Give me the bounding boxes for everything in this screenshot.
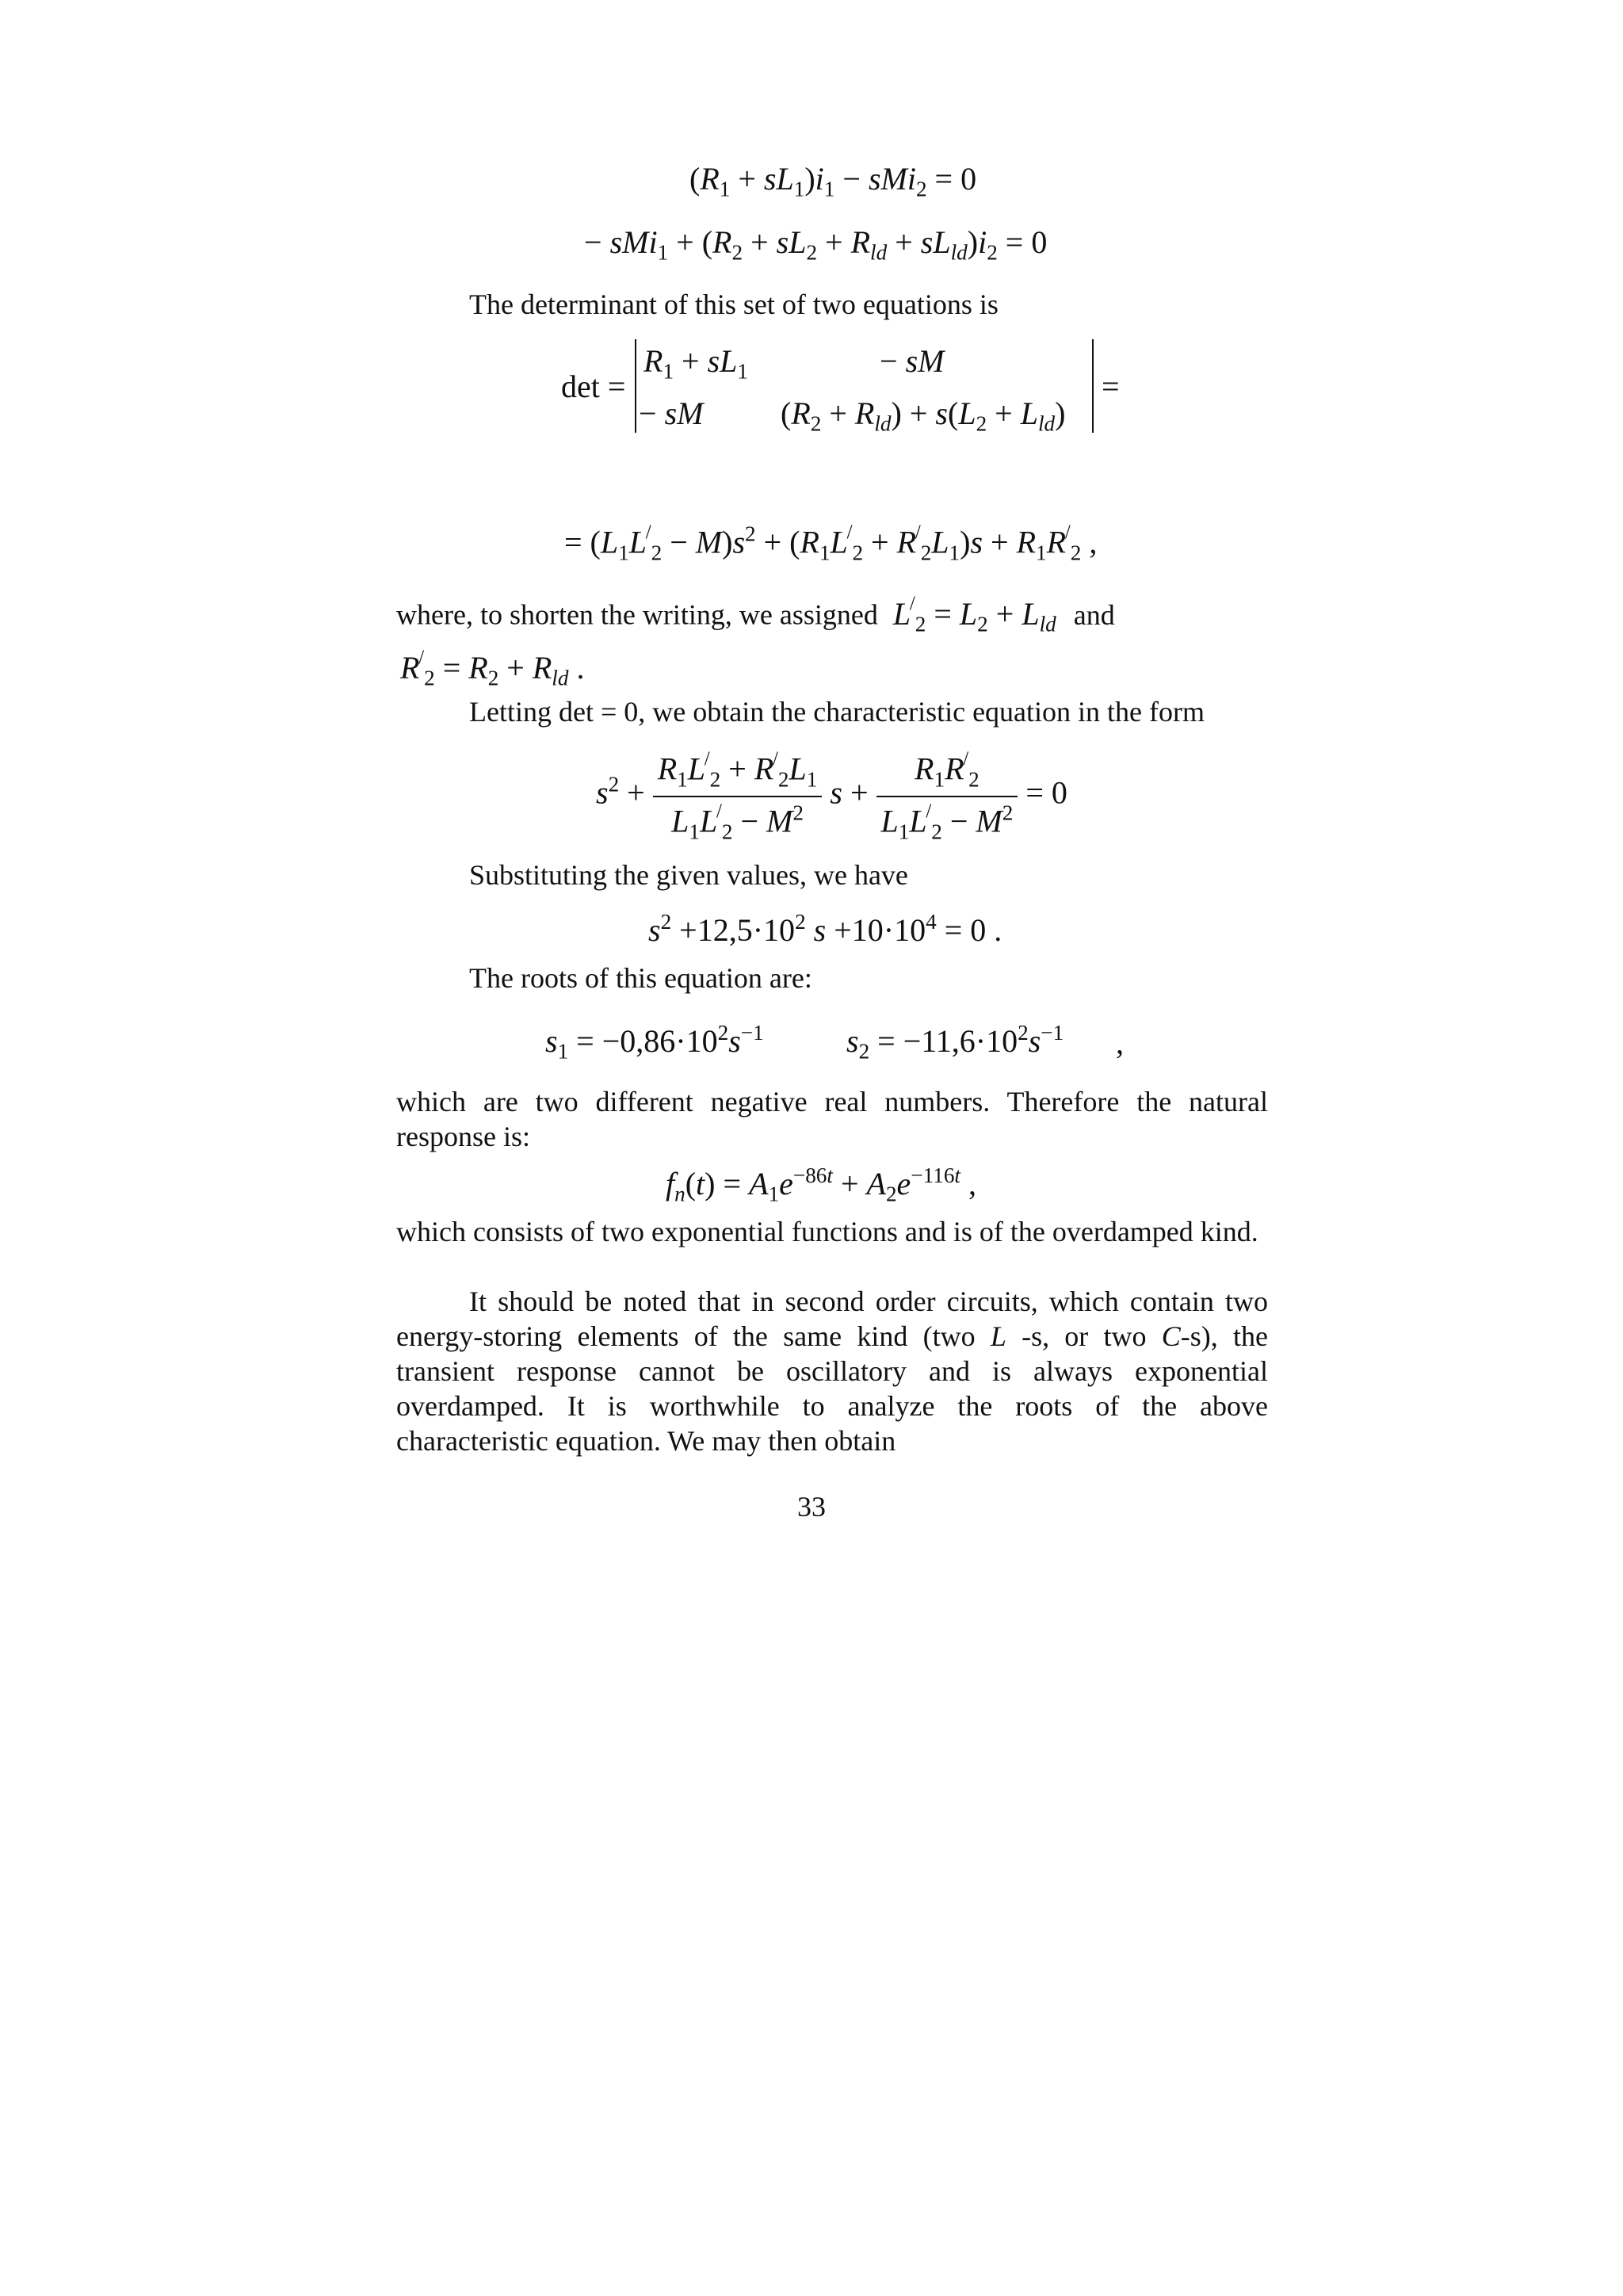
equation-natural-response: $f_n(t) = A_1e^{-86t} + A_2e^{-116t}$ , — [666, 1163, 976, 1206]
noted-part-1: It should be noted that in second order circuits, which contain two energy-storing elements of the same kind (two — [396, 1286, 1268, 1352]
char-coef-frac-1: $\frac{R_1L^/_2 + R^/_2L_1}{L_1L^/_2 - M^2}$ — [653, 750, 823, 842]
det-m22: $(R_2 + R_{ld}) + s(L_2 + L_{ld})$ — [781, 395, 1066, 436]
det-label: det = — [561, 369, 626, 404]
equation-characteristic: $s^2$ + $\frac{R_1L^/_2 + R^/_2L_1}{L_1L^/_2 - M^2}$ s + $\frac{R_1R^/_2}{L_1L^/_2 - M^2}$ = 0 — [596, 748, 1067, 843]
equation-root-s2: $s_2 = -11,6\cdot 10^2s^{-1}$ — [846, 1021, 1064, 1064]
roots-comma: , — [1116, 1025, 1124, 1060]
det-right-bar — [1092, 339, 1094, 433]
page-number: 33 — [797, 1491, 826, 1522]
paragraph-letting: Letting det = 0, we obtain the characteristic equation in the form — [469, 696, 1205, 728]
paragraph-determinant: The determinant of this set of two equations is — [469, 288, 999, 320]
noted-part-2: -s, or two — [1006, 1320, 1162, 1352]
equation-numeric: $s^2 +12,5\cdot 10^2$ $s +10\cdot 10^4 = 0$ . — [648, 910, 1002, 948]
equation-det-expanded: = $(L_1L^/_2 - M)s^2 + (R_1L^/_2 + R^/_2L_1)s + R_1R^/_2$ , — [564, 521, 1098, 565]
where-text: where, to shorten the writing, we assigned — [396, 598, 878, 631]
det-m12: − sM — [880, 343, 945, 379]
det-equals: = — [1102, 369, 1120, 404]
noted-part-3: -s), the transient response cannot be oscillatory and is always exponential overdamped. It is worthwhile to analyze the roots of the above characteristic equation. We may then obtain — [396, 1320, 1268, 1457]
equation-root-s1: $s_1 = -0,86\cdot 10^2s^{-1}$ — [545, 1021, 764, 1064]
equation-loop-2: − $sMi_1 + (R_2 + sL_2 + R_{ld} + sL_{ld})i_2 = 0$ — [584, 224, 1048, 265]
paragraph-where-line2 — [400, 648, 584, 690]
paragraph-which-are: which are two different negative real numbers. Therefore the natural response is: — [396, 1086, 1268, 1152]
eq-L2-prime: $L^/_2 = L_2 + L_{ld}$ — [892, 593, 1056, 636]
paragraph-substituting: Substituting the given values, we have — [469, 859, 908, 891]
noted-L: L — [990, 1320, 1006, 1352]
paragraph-where-line1 — [396, 594, 1115, 636]
eq-R2-prime: $R^/_2 = R_2 + R_{ld}$ . — [400, 647, 585, 690]
det-left-bar — [635, 339, 636, 433]
det-m21: − sM — [639, 395, 704, 431]
paragraph-which-consists: which consists of two exponential functions and is of the overdamped kind. — [396, 1216, 1258, 1247]
char-coef-frac-2: $\frac{R_1R^/_2}{L_1L^/_2 - M^2}$ — [876, 750, 1018, 842]
paragraph-noted — [396, 1284, 1268, 1458]
equation-loop-1: $(R_1 + sL_1)i_1 - sMi_2 = 0$ — [689, 161, 977, 201]
where-and: and — [1073, 598, 1115, 631]
noted-C: C — [1161, 1320, 1181, 1352]
det-m11: $R_1 + sL_1$ — [643, 343, 748, 384]
paragraph-roots: The roots of this equation are: — [469, 962, 812, 994]
